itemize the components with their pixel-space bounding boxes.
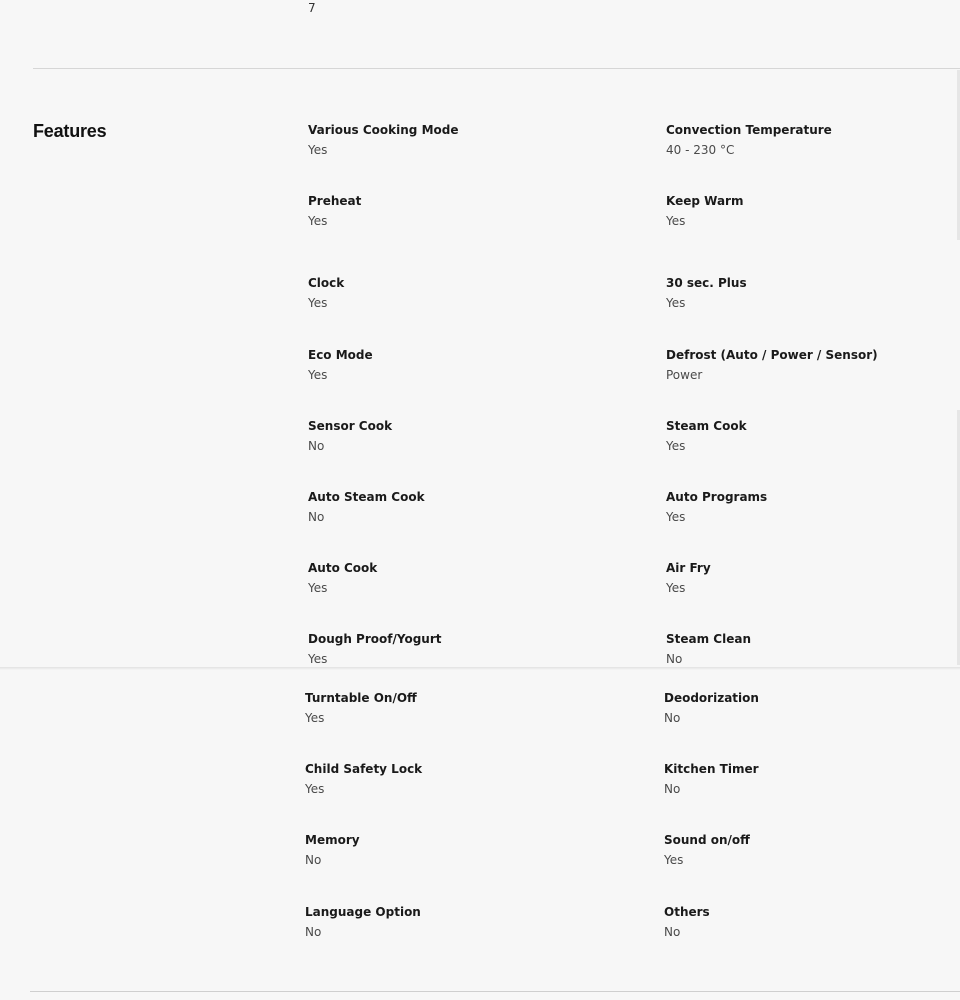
- spec-value: No: [664, 925, 681, 939]
- spec-label: Kitchen Timer: [664, 762, 759, 776]
- spec-value: Yes: [308, 581, 328, 595]
- spec-label: Turntable On/Off: [305, 691, 417, 705]
- spec-label: 30 sec. Plus: [666, 276, 747, 290]
- spec-value: Yes: [666, 214, 686, 228]
- spec-value: Yes: [666, 439, 686, 453]
- spec-dough-proof-yogurt: [308, 631, 608, 667]
- spec-sensor-cook: [308, 418, 608, 454]
- spec-convection-temperature: [666, 122, 960, 158]
- section-divider-bottom: [30, 991, 960, 992]
- spec-memory: [305, 832, 605, 868]
- spec-label: Auto Programs: [666, 490, 768, 504]
- spec-value: Yes: [664, 853, 684, 867]
- spec-label: Auto Steam Cook: [308, 490, 425, 504]
- spec-deodorization: [664, 690, 960, 726]
- spec-keep-warm: [666, 193, 960, 229]
- spec-auto-programs: [666, 489, 960, 525]
- spec-value: Yes: [666, 581, 686, 595]
- spec-auto-steam-cook: [308, 489, 608, 525]
- spec-child-safety-lock: [305, 761, 605, 797]
- spec-label: Steam Cook: [666, 419, 747, 433]
- spec-label: Convection Temperature: [666, 123, 832, 137]
- spec-label: Air Fry: [666, 561, 711, 575]
- spec-label: Various Cooking Mode: [308, 123, 459, 137]
- spec-auto-cook: [308, 560, 608, 596]
- spec-label: Steam Clean: [666, 632, 751, 646]
- spec-30-sec-plus: [666, 275, 960, 311]
- spec-value: No: [308, 439, 325, 453]
- spec-label: Eco Mode: [308, 348, 373, 362]
- spec-label: Dough Proof/Yogurt: [308, 632, 442, 646]
- spec-value: Yes: [666, 510, 686, 524]
- spec-value: Yes: [308, 368, 328, 382]
- spec-others: [664, 904, 960, 940]
- spec-label: Language Option: [305, 905, 421, 919]
- spec-label: Auto Cook: [308, 561, 378, 575]
- spec-label: Clock: [308, 276, 345, 290]
- spec-value: No: [664, 782, 681, 796]
- spec-various-cooking-mode: [308, 122, 608, 158]
- spec-label: Memory: [305, 833, 360, 847]
- spec-steam-clean: [666, 631, 960, 667]
- spec-sound-on-off: [664, 832, 960, 868]
- section-divider-top: [33, 68, 960, 69]
- spec-eco-mode: [308, 347, 608, 383]
- spec-kitchen-timer: [664, 761, 960, 797]
- spec-value: No: [305, 925, 322, 939]
- spec-preheat: [308, 193, 608, 229]
- previous-section-last-value: 7: [308, 1, 316, 15]
- spec-turntable-on-off: [305, 690, 605, 726]
- spec-value: No: [308, 510, 325, 524]
- spec-value: Yes: [308, 296, 328, 310]
- screenshot-stitch-seam: [0, 667, 960, 670]
- spec-value: No: [664, 711, 681, 725]
- spec-label: Defrost (Auto / Power / Sensor): [666, 348, 878, 362]
- spec-language-option: [305, 904, 605, 940]
- spec-defrost: [666, 347, 960, 383]
- spec-label: Child Safety Lock: [305, 762, 423, 776]
- spec-label: Deodorization: [664, 691, 759, 705]
- spec-label: Sensor Cook: [308, 419, 393, 433]
- spec-value: Yes: [308, 652, 328, 666]
- spec-label: Sound on/off: [664, 833, 750, 847]
- spec-value: Yes: [666, 296, 686, 310]
- spec-value: 40 - 230 °C: [666, 143, 735, 157]
- features-section-title: Features: [33, 121, 107, 141]
- spec-value: No: [666, 652, 683, 666]
- spec-value: Power: [666, 368, 703, 382]
- spec-clock: [308, 275, 608, 311]
- spec-label: Keep Warm: [666, 194, 744, 208]
- spec-value: Yes: [308, 143, 328, 157]
- spec-label: Others: [664, 905, 710, 919]
- spec-steam-cook: [666, 418, 960, 454]
- spec-value: Yes: [305, 782, 325, 796]
- spec-label: Preheat: [308, 194, 362, 208]
- spec-value: Yes: [305, 711, 325, 725]
- spec-value: No: [305, 853, 322, 867]
- spec-value: Yes: [308, 214, 328, 228]
- spec-air-fry: [666, 560, 960, 596]
